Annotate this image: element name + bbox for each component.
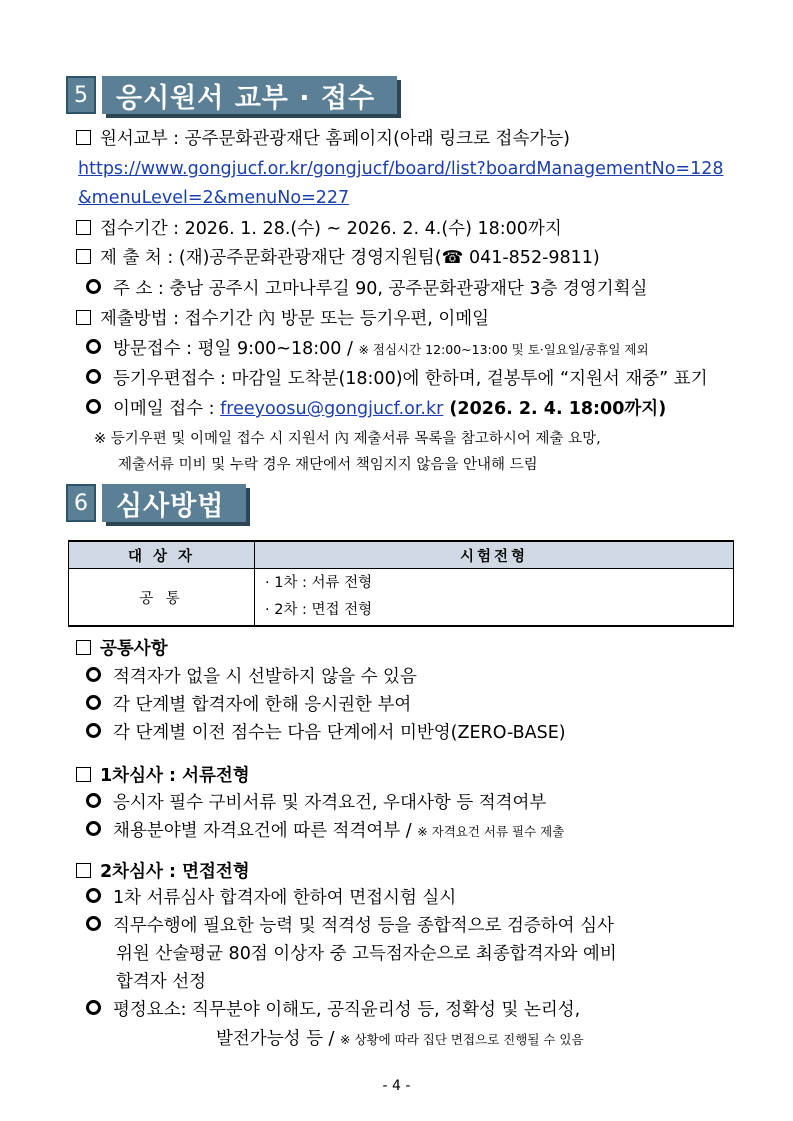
checkbox-square-icon [76, 249, 91, 264]
target-cell: 공 통 [69, 569, 255, 627]
section-number: 5 [66, 76, 96, 114]
round-2: · 2차 : 면접 전형 [265, 602, 373, 618]
application-link-line-2[interactable] [78, 185, 349, 211]
bullet-circle-icon [86, 399, 101, 414]
application-distribution-line: 원서교부 : 공주문화관광재단 홈페이지(아래 링크로 접속가능) [76, 126, 570, 152]
second-review-heading: 2차심사 : 면접전형 [76, 859, 250, 885]
email-submission-line: 이메일 접수 : freeyoosu@gongjucf.or.kr (2026. 2. 4. 18:00까지) [86, 396, 666, 422]
rounds-cell [255, 569, 734, 627]
application-link[interactable]: https://www.gongjucf.or.kr/gongjucf/board/list?boardManagementNo=128 [78, 159, 724, 179]
address-line: 주 소 : 충남 공주시 고마나루길 90, 공주문화관광재단 3층 경영기획실 [86, 276, 647, 302]
bullet-circle-icon [86, 667, 101, 682]
list-item: 평정요소: 직무분야 이해도, 공직윤리성 등, 정확성 및 논리성, [86, 997, 580, 1023]
notice-line-1: ※ 등기우편 및 이메일 접수 시 지원서 內 제출서류 목록을 참고하시어 제출 요망, [94, 431, 601, 447]
section-title: 심사방법 [102, 484, 246, 522]
list-item: 각 단계별 이전 점수는 다음 단계에서 미반영(ZERO-BASE) [86, 720, 566, 746]
checkbox-square-icon [76, 220, 91, 235]
bullet-circle-icon [86, 888, 101, 903]
list-item: 채용분야별 자격요건에 따른 적격여부 / ※ 자격요건 서류 필수 제출 [86, 818, 564, 845]
checkbox-square-icon [76, 640, 91, 655]
checkbox-square-icon [76, 863, 91, 878]
bullet-circle-icon [86, 916, 101, 931]
application-link-line-1[interactable] [78, 156, 724, 182]
mail-submission-line: 등기우편접수 : 마감일 도착분(18:00)에 한하며, 겉봉투에 “지원서 재중” 표기 [86, 366, 708, 392]
bullet-circle-icon [86, 695, 101, 710]
submission-method-line: 제출방법 : 접수기간 內 방문 또는 등기우편, 이메일 [76, 306, 489, 332]
list-item: 직무수행에 필요한 능력 및 적격성 등을 종합적으로 검증하여 심사 [86, 913, 614, 939]
list-item: 적격자가 없을 시 선발하지 않을 수 있음 [86, 664, 417, 690]
section-5-header [66, 76, 397, 114]
application-link-cont[interactable]: &menuLevel=2&menuNo=227 [78, 188, 350, 208]
bullet-circle-icon [86, 821, 101, 836]
exam-method-table [68, 540, 734, 627]
common-heading: 공통사항 [76, 636, 168, 662]
bullet-circle-icon [86, 279, 101, 294]
section-number: 6 [66, 484, 96, 522]
notice-line-2: 제출서류 미비 및 누락 경우 재단에서 책임지지 않음을 안내해 드림 [118, 457, 538, 473]
table-row [69, 569, 734, 627]
list-item: 응시자 필수 구비서류 및 자격요건, 우대사항 등 적격여부 [86, 790, 546, 816]
list-item: 1차 서류심사 합격자에 한하여 면접시험 실시 [86, 885, 456, 911]
list-item: 각 단계별 합격자에 한해 응시권한 부여 [86, 692, 411, 718]
bullet-circle-icon [86, 793, 101, 808]
visit-submission-line: 방문접수 : 평일 9:00~18:00 / ※ 점심시간 12:00~13:00 및 토·일요일/공휴일 제외 [86, 336, 649, 363]
bullet-circle-icon [86, 1000, 101, 1015]
phone-icon: ☎ [441, 248, 464, 268]
checkbox-square-icon [76, 130, 91, 145]
submission-place-line: 제 출 처 : (재)공주문화관광재단 경영지원팀(☎ 041-852-9811) [76, 245, 600, 271]
page-number: - 4 - [382, 1078, 411, 1094]
list-item-cont: 위원 산술평균 80점 이상자 중 고득점자순으로 최종합격자와 예비 [116, 944, 617, 964]
section-6-header [66, 484, 246, 522]
section-title: 응시원서 교부 · 접수 [102, 76, 397, 114]
first-review-heading: 1차심사 : 서류전형 [76, 763, 250, 789]
round-1: · 1차 : 서류 전형 [265, 575, 373, 591]
checkbox-square-icon [76, 767, 91, 782]
bullet-circle-icon [86, 339, 101, 354]
list-item-cont: 합격자 선정 [116, 972, 207, 992]
bullet-circle-icon [86, 723, 101, 738]
checkbox-square-icon [76, 310, 91, 325]
email-link[interactable]: freeyoosu@gongjucf.or.kr [220, 399, 444, 419]
table-header-target: 대 상 자 [69, 541, 255, 569]
table-header-exam: 시험전형 [255, 541, 734, 569]
bullet-circle-icon [86, 369, 101, 384]
list-item-cont: 발전가능성 등 / ※ 상황에 따라 집단 면접으로 진행될 수 있음 [216, 1029, 584, 1049]
application-period-line: 접수기간 : 2026. 1. 28.(수) ~ 2026. 2. 4.(수) 18:00까지 [76, 216, 562, 242]
